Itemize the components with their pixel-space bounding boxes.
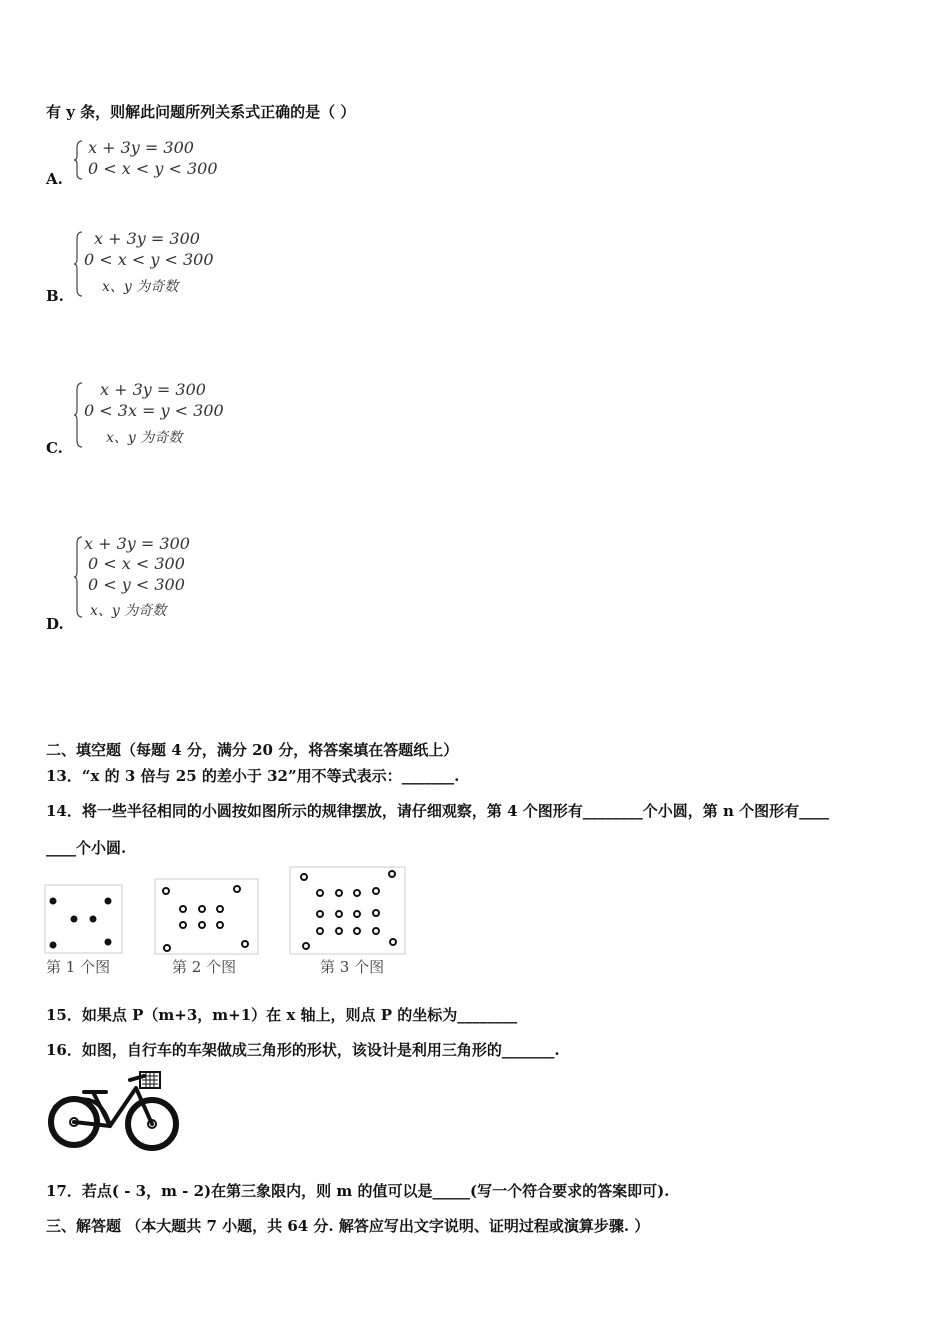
- figure-1: [44, 884, 124, 956]
- option-b-row-3: x、y 为奇数: [102, 279, 179, 295]
- option-b-row-2: 0 < x < y < 300: [84, 250, 214, 269]
- option-d-label[interactable]: D.: [46, 615, 64, 633]
- figure-1-caption: 第 1 个图: [46, 958, 111, 976]
- option-d-system: [72, 534, 242, 620]
- brace-icon: [72, 138, 86, 182]
- option-d-row-4: x、y 为奇数: [90, 603, 167, 619]
- question-17: 17．若点( - 3，m - 2)在第三象限内，则 m 的值可以是_____(写一个符合要求的答案即可).: [46, 1182, 670, 1200]
- option-c-row-3: x、y 为奇数: [106, 430, 183, 446]
- option-a-system: [72, 138, 232, 182]
- option-a-row-2: 0 < x < y < 300: [88, 159, 218, 178]
- figure-3: [289, 866, 407, 956]
- bicycle-image: [44, 1068, 180, 1152]
- option-b-system: [72, 229, 242, 299]
- question-15: 15．如果点 P（m+3，m+1）在 x 轴上，则点 P 的坐标为________: [46, 1006, 518, 1024]
- option-d-row-2: 0 < x < 300: [88, 554, 185, 573]
- question-14-line-1: 14．将一些半径相同的小圆按如图所示的规律摆放，请仔细观察，第 4 个图形有________个小圆，第 n 个图形有____: [46, 802, 830, 820]
- option-c-row-2: 0 < 3x = y < 300: [84, 401, 224, 420]
- question-16: 16．如图，自行车的车架做成三角形的形状，该设计是利用三角形的_______.: [46, 1041, 560, 1059]
- question-intro: 有 y 条，则解此问题所列关系式正确的是（ ）: [46, 103, 356, 121]
- figure-2: [154, 878, 260, 956]
- figure-2-caption: 第 2 个图: [172, 958, 237, 976]
- option-b-label[interactable]: B.: [46, 287, 64, 305]
- option-c-row-1: x + 3y = 300: [100, 380, 206, 399]
- option-c-system: [72, 380, 252, 450]
- option-c-label[interactable]: C.: [46, 439, 63, 457]
- section3-title: 三、解答题 （本大题共 7 小题，共 64 分. 解答应写出文字说明、证明过程或演算步骤. ）: [46, 1217, 650, 1235]
- question-13: 13．“x 的 3 倍与 25 的差小于 32”用不等式表示：_______.: [46, 767, 460, 785]
- option-d-row-1: x + 3y = 300: [84, 534, 190, 553]
- option-a-row-1: x + 3y = 300: [88, 138, 194, 157]
- option-b-row-1: x + 3y = 300: [94, 229, 200, 248]
- question-14-line-2: ____个小圆.: [46, 839, 127, 857]
- section2-title: 二、填空题（每题 4 分，满分 20 分，将答案填在答题纸上）: [46, 741, 459, 759]
- option-a-label[interactable]: A.: [46, 170, 63, 188]
- option-d-row-3: 0 < y < 300: [88, 575, 185, 594]
- figure-3-caption: 第 3 个图: [320, 958, 385, 976]
